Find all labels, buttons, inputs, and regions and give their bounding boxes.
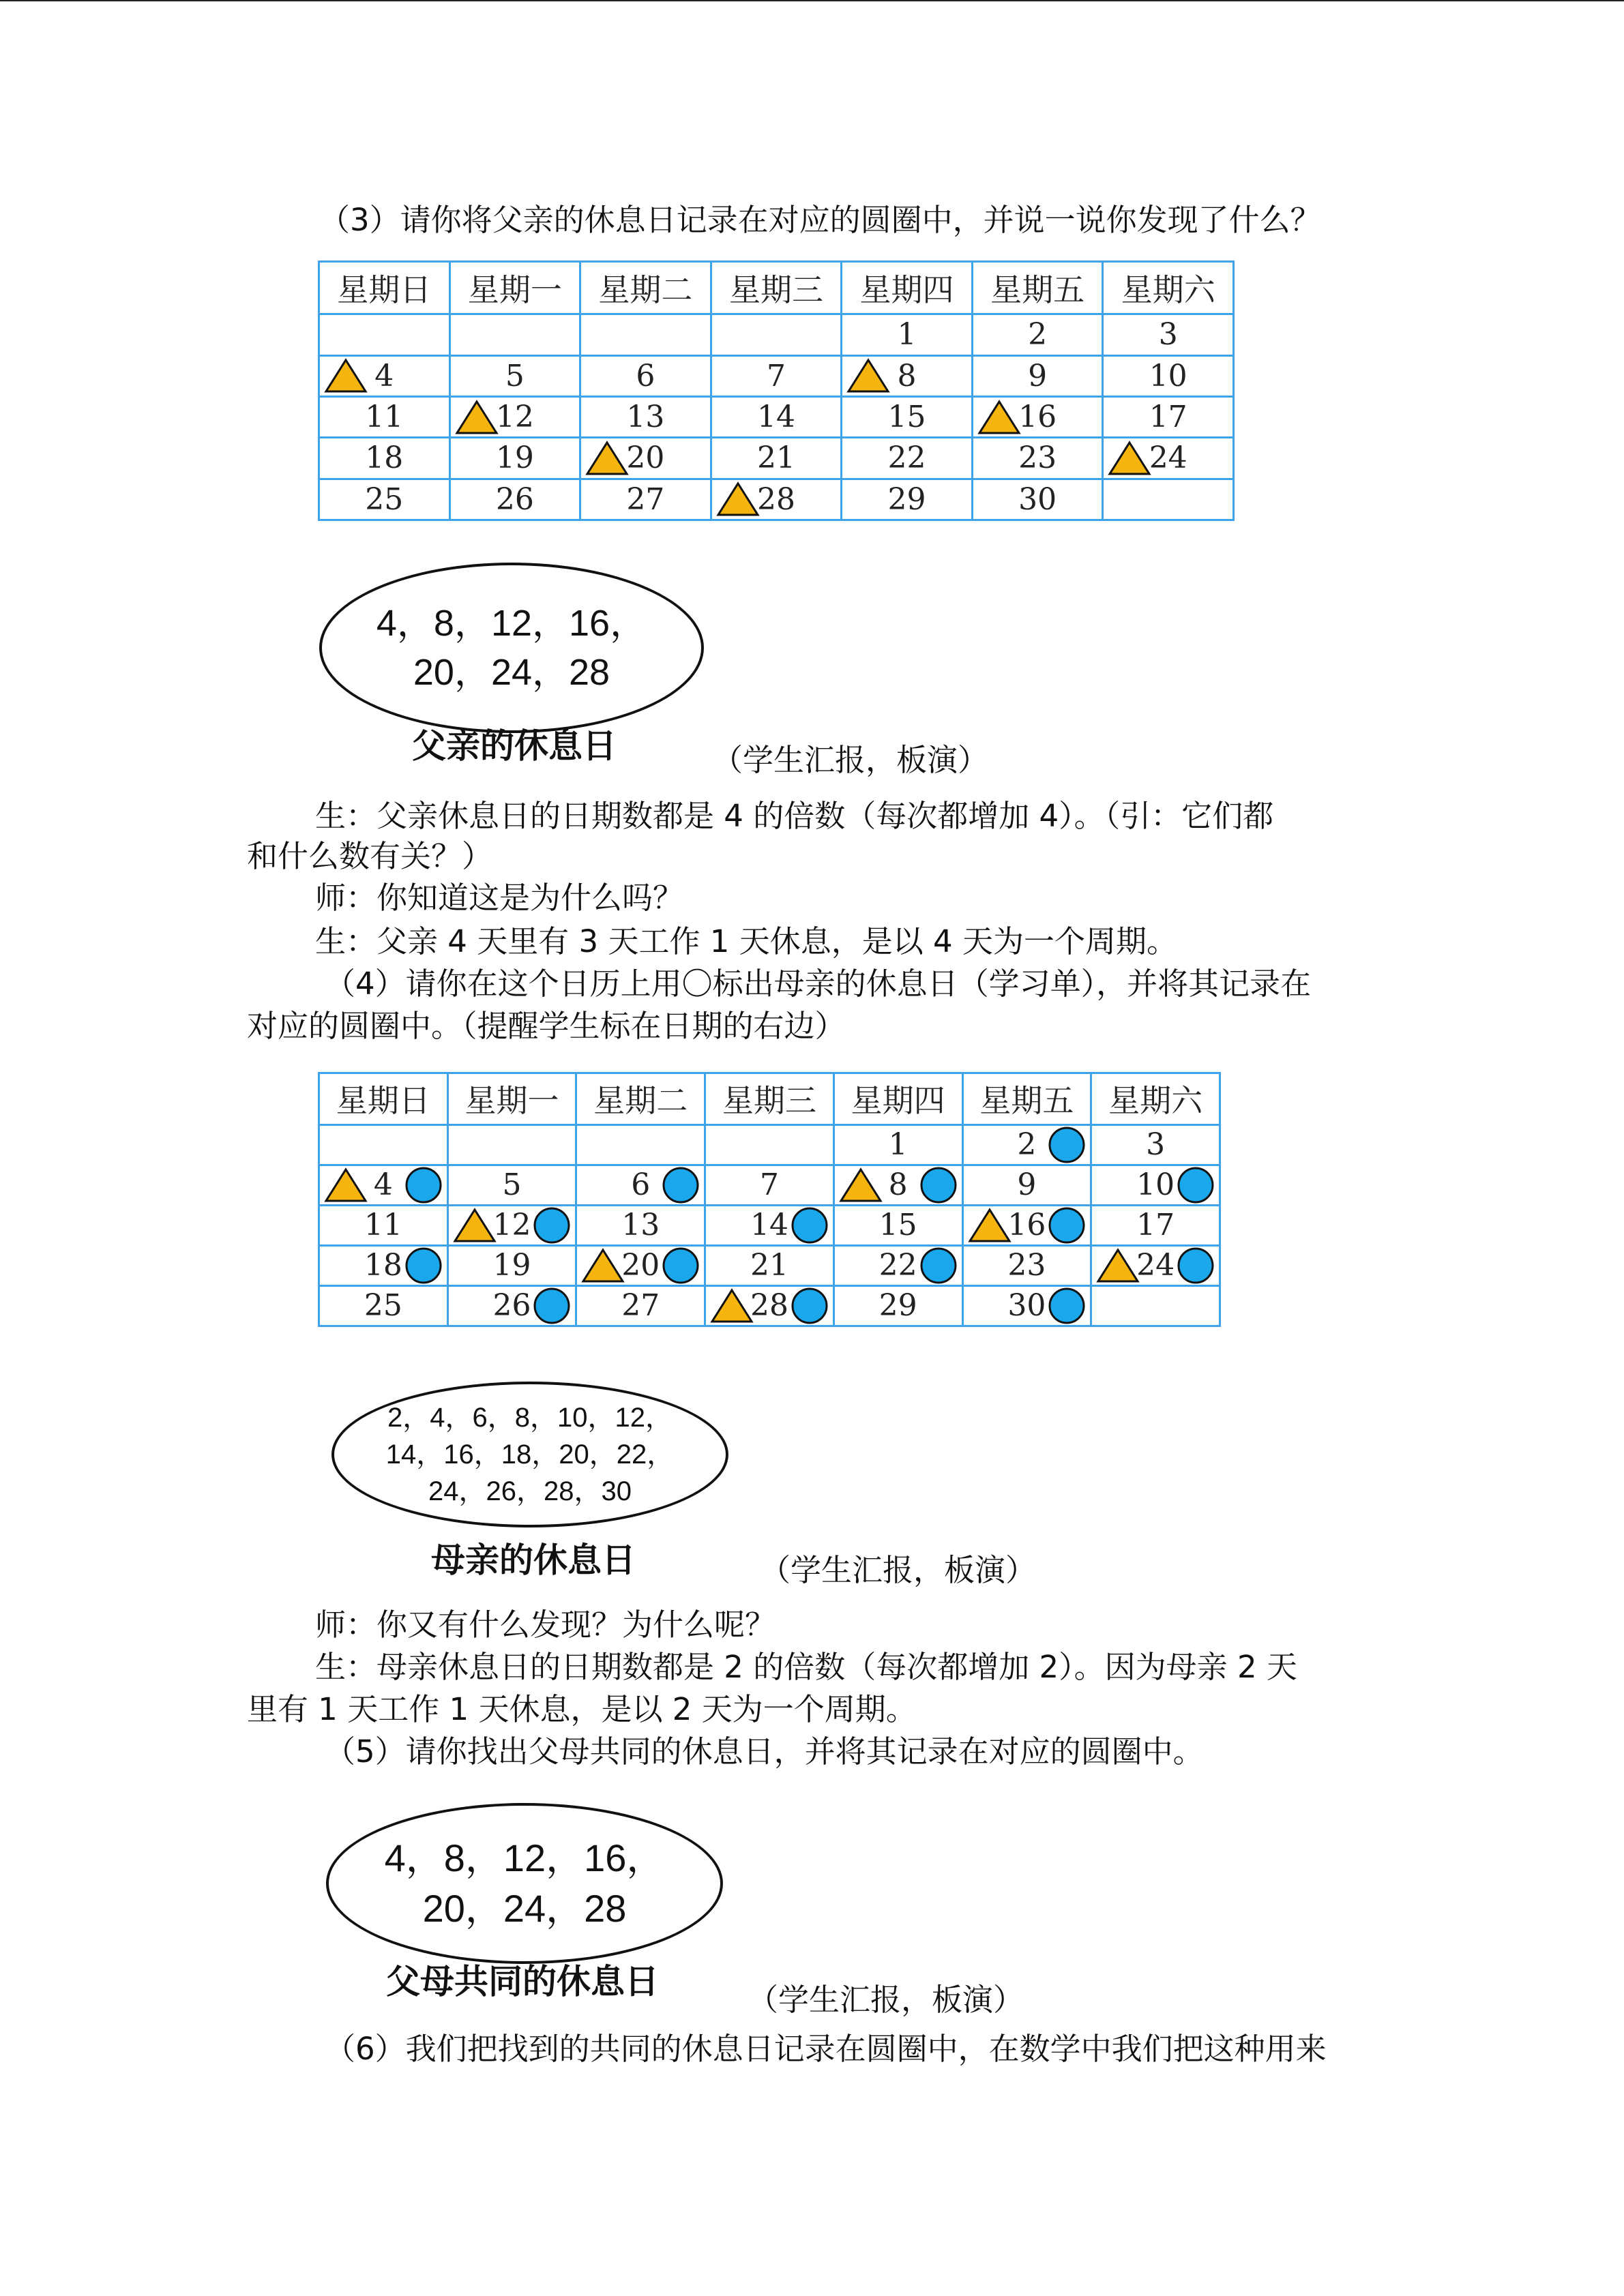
calendar-day-cell [842, 438, 973, 479]
calendar-day-cell [705, 1245, 834, 1285]
calendar-day-cell [580, 355, 711, 396]
day-number: 27 [626, 481, 665, 517]
day-number: 21 [750, 1248, 788, 1283]
ellipse-label-mother: 母亲的休息日 [431, 1540, 636, 1580]
triangle-icon [839, 1167, 883, 1203]
calendar-day-cell [705, 1285, 834, 1326]
calendar-day-cell [319, 1205, 448, 1245]
day-number: 17 [1136, 1208, 1175, 1243]
day-number: 10 [1149, 358, 1187, 393]
calendar-day-cell [319, 1124, 448, 1165]
day-number: 23 [1007, 1248, 1046, 1283]
calendar-day-cell [1103, 355, 1234, 396]
day-number: 14 [750, 1208, 788, 1243]
day-number: 28 [750, 1288, 788, 1324]
day-number: 4 [374, 358, 394, 393]
calendar-header-row [319, 262, 1234, 314]
calendar-day-cell [447, 1165, 576, 1205]
day-number: 22 [887, 441, 926, 476]
day-number: 19 [495, 441, 534, 476]
weekday-header: 星期日 [319, 262, 450, 314]
day-number: 12 [492, 1208, 531, 1243]
triangle-icon [710, 1288, 754, 1324]
calendar-day-cell [447, 1205, 576, 1245]
triangle-icon [977, 400, 1021, 435]
day-number: 22 [879, 1248, 917, 1283]
triangle-icon [716, 481, 760, 517]
calendar-day-cell [319, 355, 450, 396]
question-4-cont: 对应的圆圈中。（提醒学生标在日期的右边） [247, 1008, 846, 1044]
calendar-day-cell [1091, 1165, 1220, 1205]
calendar-day-cell [842, 314, 973, 355]
triangle-icon [846, 358, 890, 393]
calendar-day-cell [833, 1285, 962, 1326]
calendar-day-cell [962, 1165, 1091, 1205]
calendar-day-cell [705, 1165, 834, 1205]
calendar-week-row [319, 314, 1234, 355]
calendar-day-cell [449, 479, 580, 520]
ellipse-line: 20，24，28 [413, 652, 610, 693]
student-answer-1: 生：父亲休息日的日期数都是 4 的倍数（每次都增加 4）。（引：它们都 [315, 798, 1274, 834]
day-number: 7 [759, 1167, 779, 1203]
note-report: （学生汇报，板演） [760, 1552, 1037, 1588]
day-number: 14 [756, 400, 795, 435]
student-answer-1-cont: 和什么数有关？） [247, 838, 493, 874]
calendar-day-cell [1091, 1124, 1220, 1165]
calendar-week-row [319, 396, 1234, 437]
day-number: 1 [888, 1127, 908, 1163]
calendar-day-cell [1103, 396, 1234, 437]
day-number: 20 [621, 1248, 660, 1283]
weekday-header: 星期日 [319, 1073, 448, 1125]
triangle-icon [585, 441, 629, 476]
calendar-day-cell [449, 355, 580, 396]
triangle-icon [324, 1167, 368, 1203]
calendar-day-cell [842, 479, 973, 520]
calendar-day-cell [1103, 314, 1234, 355]
calendar-week-row [319, 1285, 1220, 1326]
calendar-day-cell [833, 1165, 962, 1205]
day-number: 13 [621, 1208, 660, 1243]
triangle-icon [324, 358, 368, 393]
circle-icon [404, 1247, 443, 1285]
day-number: 5 [502, 1167, 522, 1203]
question-5: （5）请你找出父母共同的休息日，并将其记录在对应的圆圈中。 [325, 1733, 1204, 1770]
day-number: 16 [1007, 1208, 1046, 1243]
day-number: 28 [756, 481, 795, 517]
calendar-day-cell [833, 1205, 962, 1245]
calendar-table [318, 1072, 1221, 1327]
calendar-table [318, 260, 1235, 521]
calendar-week-row [319, 479, 1234, 520]
circle-icon [533, 1206, 571, 1244]
calendar-day-cell [319, 1285, 448, 1326]
day-number: 7 [766, 358, 786, 393]
calendar-day-cell [576, 1165, 705, 1205]
day-number: 19 [492, 1248, 531, 1283]
day-number: 11 [365, 400, 404, 435]
calendar-day-cell [580, 479, 711, 520]
calendar-week-row [319, 1165, 1220, 1205]
calendar-day-cell [580, 314, 711, 355]
question-4: （4）请你在这个日历上用〇标出母亲的休息日（学习单），并将其记录在 [325, 966, 1312, 1002]
triangle-icon [455, 400, 499, 435]
weekday-header: 星期二 [576, 1073, 705, 1125]
calendar-day-cell [711, 314, 842, 355]
day-number: 11 [364, 1208, 402, 1243]
ellipse-father [319, 563, 704, 733]
ellipse-line: 20，24，28 [422, 1887, 627, 1930]
calendar-day-cell [447, 1245, 576, 1285]
calendar-day-cell [962, 1124, 1091, 1165]
weekday-header: 星期四 [842, 262, 973, 314]
day-number: 30 [1007, 1288, 1046, 1324]
calendar-week-row [319, 355, 1234, 396]
circle-icon [533, 1287, 571, 1325]
calendar-day-cell [962, 1245, 1091, 1285]
circle-icon [404, 1166, 443, 1204]
day-number: 30 [1018, 481, 1057, 517]
calendar-day-cell [972, 314, 1103, 355]
calendar-day-cell [972, 396, 1103, 437]
day-number: 15 [887, 400, 926, 435]
day-number: 3 [1158, 317, 1178, 353]
calendar-day-cell [1091, 1245, 1220, 1285]
calendar-day-cell [962, 1205, 1091, 1245]
calendar-day-cell [833, 1124, 962, 1165]
calendar-day-cell [972, 438, 1103, 479]
circle-icon [662, 1166, 700, 1204]
triangle-icon [453, 1208, 497, 1243]
circle-icon [1048, 1287, 1086, 1325]
note-report: （学生汇报，板演） [712, 742, 989, 778]
day-number: 29 [887, 481, 926, 517]
triangle-icon [581, 1248, 625, 1283]
day-number: 24 [1149, 441, 1187, 476]
day-number: 23 [1018, 441, 1057, 476]
day-number: 3 [1146, 1127, 1166, 1163]
circle-icon [919, 1247, 958, 1285]
teacher-question-2: 师：你又有什么发现？为什么呢？ [315, 1607, 776, 1643]
calendar-day-cell [319, 479, 450, 520]
student-answer-3: 生：母亲休息日的日期数都是 2 的倍数（每次都增加 2）。因为母亲 2 天 [315, 1649, 1297, 1685]
calendar-day-cell [711, 396, 842, 437]
calendar-header-row [319, 1073, 1220, 1125]
day-number: 21 [756, 441, 795, 476]
calendar-day-cell [319, 1165, 448, 1205]
day-number: 9 [1017, 1167, 1037, 1203]
calendar-day-cell [972, 355, 1103, 396]
day-number: 8 [897, 358, 917, 393]
calendar-day-cell [705, 1205, 834, 1245]
ellipse-line: 2，4，6，8，10，12， [387, 1403, 673, 1433]
calendar-day-cell [842, 355, 973, 396]
calendar-week-row [319, 438, 1234, 479]
calendar-day-cell [319, 438, 450, 479]
circle-icon [1177, 1166, 1215, 1204]
weekday-header: 星期二 [580, 262, 711, 314]
calendar-day-cell [842, 396, 973, 437]
calendar-day-cell [1103, 479, 1234, 520]
day-number: 10 [1136, 1167, 1175, 1203]
circle-icon [791, 1206, 829, 1244]
calendar-day-cell [705, 1124, 834, 1165]
day-number: 12 [495, 400, 534, 435]
day-number: 24 [1136, 1248, 1175, 1283]
calendar-week-row [319, 1205, 1220, 1245]
circle-icon [662, 1247, 700, 1285]
student-answer-2: 生：父亲 4 天里有 3 天工作 1 天休息，是以 4 天为一个周期。 [315, 923, 1177, 959]
circle-icon [1048, 1206, 1086, 1244]
calendar-day-cell [580, 396, 711, 437]
day-number: 20 [626, 441, 665, 476]
day-number: 29 [879, 1288, 917, 1324]
calendar-day-cell [576, 1205, 705, 1245]
calendar-day-cell [580, 438, 711, 479]
ellipse-line: 4，8，12，16， [376, 603, 647, 644]
triangle-icon [1108, 441, 1151, 476]
circle-icon [919, 1166, 958, 1204]
calendar-week-row [319, 1245, 1220, 1285]
day-number: 1 [897, 317, 917, 353]
calendar-day-cell [1091, 1285, 1220, 1326]
day-number: 18 [364, 1248, 402, 1283]
calendar-day-cell [449, 438, 580, 479]
calendar-father [318, 260, 1235, 521]
weekday-header: 星期六 [1103, 262, 1234, 314]
day-number: 2 [1017, 1127, 1037, 1163]
calendar-day-cell [319, 1245, 448, 1285]
calendar-day-cell [576, 1285, 705, 1326]
day-number: 26 [492, 1288, 531, 1324]
calendar-day-cell [711, 479, 842, 520]
day-number: 8 [888, 1167, 908, 1203]
question-6: （6）我们把找到的共同的休息日记录在圆圈中，在数学中我们把这种用来 [325, 2031, 1327, 2067]
ellipse-line: 24，26，28，30 [428, 1476, 632, 1506]
triangle-icon [968, 1208, 1012, 1243]
weekday-header: 星期三 [705, 1073, 834, 1125]
day-number: 25 [365, 481, 404, 517]
teacher-question-1: 师：你知道这是为什么吗？ [315, 880, 684, 916]
ellipse-label-common: 父母共同的休息日 [386, 1961, 659, 2001]
calendar-day-cell [447, 1285, 576, 1326]
calendar-mother [318, 1072, 1221, 1327]
day-number: 5 [505, 358, 525, 393]
calendar-day-cell [319, 396, 450, 437]
day-number: 4 [373, 1167, 393, 1203]
calendar-day-cell [962, 1285, 1091, 1326]
calendar-day-cell [576, 1245, 705, 1285]
student-answer-3-cont: 里有 1 天工作 1 天休息，是以 2 天为一个周期。 [247, 1691, 917, 1727]
circle-icon [1048, 1126, 1086, 1164]
ellipse-mother [331, 1382, 728, 1527]
day-number: 2 [1028, 317, 1048, 353]
circle-icon [1177, 1247, 1215, 1285]
calendar-day-cell [319, 314, 450, 355]
day-number: 15 [879, 1208, 917, 1243]
day-number: 6 [636, 358, 655, 393]
ellipse-line: 4，8，12，16， [384, 1836, 665, 1879]
calendar-day-cell [449, 396, 580, 437]
calendar-week-row [319, 1124, 1220, 1165]
weekday-header: 星期三 [711, 262, 842, 314]
weekday-header: 星期六 [1091, 1073, 1220, 1125]
day-number: 18 [365, 441, 404, 476]
calendar-day-cell [972, 479, 1103, 520]
day-number: 9 [1028, 358, 1048, 393]
calendar-day-cell [447, 1124, 576, 1165]
calendar-day-cell [1103, 438, 1234, 479]
calendar-day-cell [449, 314, 580, 355]
question-3: （3）请你将父亲的休息日记录在对应的圆圈中，并说一说你发现了什么？ [319, 202, 1321, 238]
calendar-day-cell [833, 1245, 962, 1285]
day-number: 17 [1149, 400, 1187, 435]
calendar-day-cell [576, 1124, 705, 1165]
day-number: 26 [495, 481, 534, 517]
circle-icon [791, 1287, 829, 1325]
note-report: （学生汇报，板演） [748, 1982, 1024, 2018]
calendar-day-cell [711, 438, 842, 479]
day-number: 13 [626, 400, 665, 435]
calendar-day-cell [711, 355, 842, 396]
weekday-header: 星期四 [833, 1073, 962, 1125]
weekday-header: 星期一 [449, 262, 580, 314]
ellipse-common [326, 1803, 723, 1964]
calendar-day-cell [1091, 1205, 1220, 1245]
day-number: 6 [631, 1167, 651, 1203]
day-number: 16 [1018, 400, 1057, 435]
weekday-header: 星期五 [962, 1073, 1091, 1125]
ellipse-line: 14，16，18，20，22， [385, 1440, 675, 1470]
weekday-header: 星期五 [972, 262, 1103, 314]
ellipse-label-father: 父亲的休息日 [412, 726, 617, 766]
triangle-icon [1096, 1248, 1140, 1283]
day-number: 27 [621, 1288, 660, 1324]
day-number: 25 [364, 1288, 402, 1324]
weekday-header: 星期一 [447, 1073, 576, 1125]
